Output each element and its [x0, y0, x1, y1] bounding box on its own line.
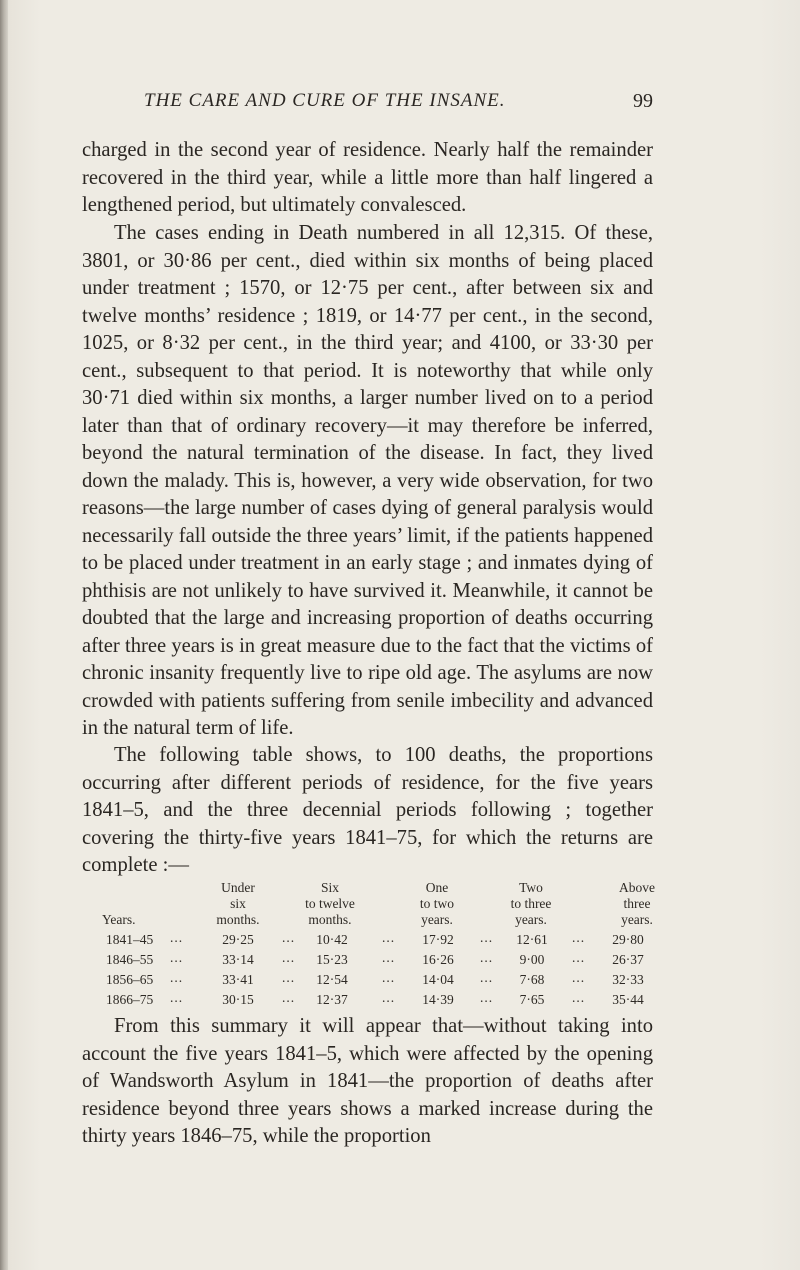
header-six-to-twelve-months — [282, 880, 378, 928]
leader-dots: ... — [382, 970, 396, 985]
cell-six-twelve: 10·42 — [316, 932, 348, 947]
header-one-to-two-years — [397, 880, 477, 928]
cell-under-six: 29·25 — [222, 932, 254, 947]
table-row — [82, 970, 653, 990]
paragraph-3: The following table shows, to 100 deaths, the proportions occurring after different periods of residence, for the five years 1841–5, and the three decennial periods following ; together covering the thirty-five years 1841–75, for which the returns are complete :— — [82, 744, 653, 876]
header-line: Two — [519, 880, 543, 895]
cell-two-three: 7·68 — [519, 972, 545, 987]
leader-dots: ... — [170, 970, 184, 985]
cell-above-three: 32·33 — [612, 972, 644, 987]
header-under-six-months — [198, 880, 278, 928]
cell-years: 1856–65 — [106, 972, 154, 987]
leader-dots: ... — [382, 950, 396, 965]
paragraph-2: The cases ending in Death numbered in all 12,315. Of these, 3801, or 30·86 per cent., died within six months of being placed under treatment ; 1570, or 12·75 per cent., after between six and twelve months’ residence ; 1819, or 14·77 per cent., in the second, 1025, or 8·32 per cent., in the third year; and 4100, or 33·30 per cent., subsequent to that period. It is noteworthy that while only 30·71 died within six months, a larger number lived on to a period later than that of ordinary recovery—it may therefore be inferred, beyond the natural termination of the disease. In fact, they lived down the malady. This is, however, a very wide observation, for two reasons—the large number of cases dying of general paralysis would necessarily fall outside the three years’ limit, if the patients happened to be placed under treatment in an early stage ; and inmates dying of phthisis are not unlikely to have survived it. Meanwhile, it cannot be doubted that the large and increasing proportion of deaths occurring after three years is in great measure due to the fact that the victims of chronic insanity frequently live to ripe old age. The asylums are now crowded with patients suffering from senile imbecility and advanced in the natural term of life. — [82, 222, 653, 739]
leader-dots: ... — [282, 990, 296, 1005]
cell-six-twelve: 12·37 — [316, 992, 348, 1007]
header-line: months. — [216, 912, 260, 927]
header-line: One — [425, 880, 449, 895]
cell-under-six: 33·14 — [222, 952, 254, 967]
cell-one-two: 16·26 — [422, 952, 454, 967]
cell-one-two: 17·92 — [422, 932, 454, 947]
cell-two-three: 7·65 — [519, 992, 545, 1007]
leader-dots: ... — [572, 930, 586, 945]
leader-dots: ... — [480, 950, 494, 965]
cell-above-three: 26·37 — [612, 952, 644, 967]
header-line: months. — [308, 912, 352, 927]
cell-two-three: 9·00 — [519, 952, 545, 967]
running-head — [82, 90, 653, 120]
page-binding-edge — [0, 0, 8, 1270]
leader-dots: ... — [170, 950, 184, 965]
header-line: years. — [515, 912, 547, 927]
cell-under-six: 33·41 — [222, 972, 254, 987]
cell-one-two: 14·39 — [422, 992, 454, 1007]
header-years-line: Years. — [102, 912, 136, 927]
header-line: to three — [510, 896, 552, 911]
leader-dots: ... — [480, 990, 494, 1005]
header-line: years. — [621, 912, 653, 927]
cell-six-twelve: 15·23 — [316, 952, 348, 967]
leader-dots: ... — [480, 970, 494, 985]
leader-dots: ... — [170, 990, 184, 1005]
running-title: THE CARE AND CURE OF THE INSANE. — [144, 90, 506, 111]
header-line: Under — [221, 880, 255, 895]
header-years — [102, 912, 162, 928]
cell-years: 1841–45 — [106, 932, 154, 947]
table-row — [82, 930, 653, 950]
cell-six-twelve: 12·54 — [316, 972, 348, 987]
page-number: 99 — [633, 90, 653, 112]
paragraph-1: charged in the second year of residence. Nearly half the remainder recovered in the third year, while a little more than half lingered a lengthened period, but ultimately convalesced. — [82, 139, 653, 216]
leader-dots: ... — [572, 990, 586, 1005]
cell-above-three: 35·44 — [612, 992, 644, 1007]
leader-dots: ... — [170, 930, 184, 945]
header-line: Above — [619, 880, 655, 895]
paragraph-4: From this summary it will appear that—without taking into account the five years 1841–5, which were affected by the opening of Wandsworth Asylum in 1841—the proportion of deaths after residence beyond three years shows a marked increase during the thirty years 1846–75, while the proportion — [82, 1015, 653, 1147]
header-above-three-years — [592, 880, 682, 928]
header-line: to twelve — [305, 896, 355, 911]
leader-dots: ... — [282, 970, 296, 985]
table-row — [82, 950, 653, 970]
header-two-to-three-years — [486, 880, 576, 928]
table-row — [82, 990, 653, 1010]
leader-dots: ... — [572, 950, 586, 965]
leader-dots: ... — [282, 930, 296, 945]
leader-dots: ... — [382, 990, 396, 1005]
header-line: six — [230, 896, 246, 911]
header-line: years. — [421, 912, 453, 927]
leader-dots: ... — [572, 970, 586, 985]
cell-two-three: 12·61 — [516, 932, 548, 947]
header-line: to two — [419, 896, 455, 911]
cell-under-six: 30·15 — [222, 992, 254, 1007]
leader-dots: ... — [382, 930, 396, 945]
leader-dots: ... — [480, 930, 494, 945]
cell-one-two: 14·04 — [422, 972, 454, 987]
cell-years: 1866–75 — [106, 992, 154, 1007]
leader-dots: ... — [282, 950, 296, 965]
header-line: three — [623, 896, 651, 911]
cell-above-three: 29·80 — [612, 932, 644, 947]
header-line: Six — [320, 880, 339, 895]
cell-years: 1846–55 — [106, 952, 154, 967]
